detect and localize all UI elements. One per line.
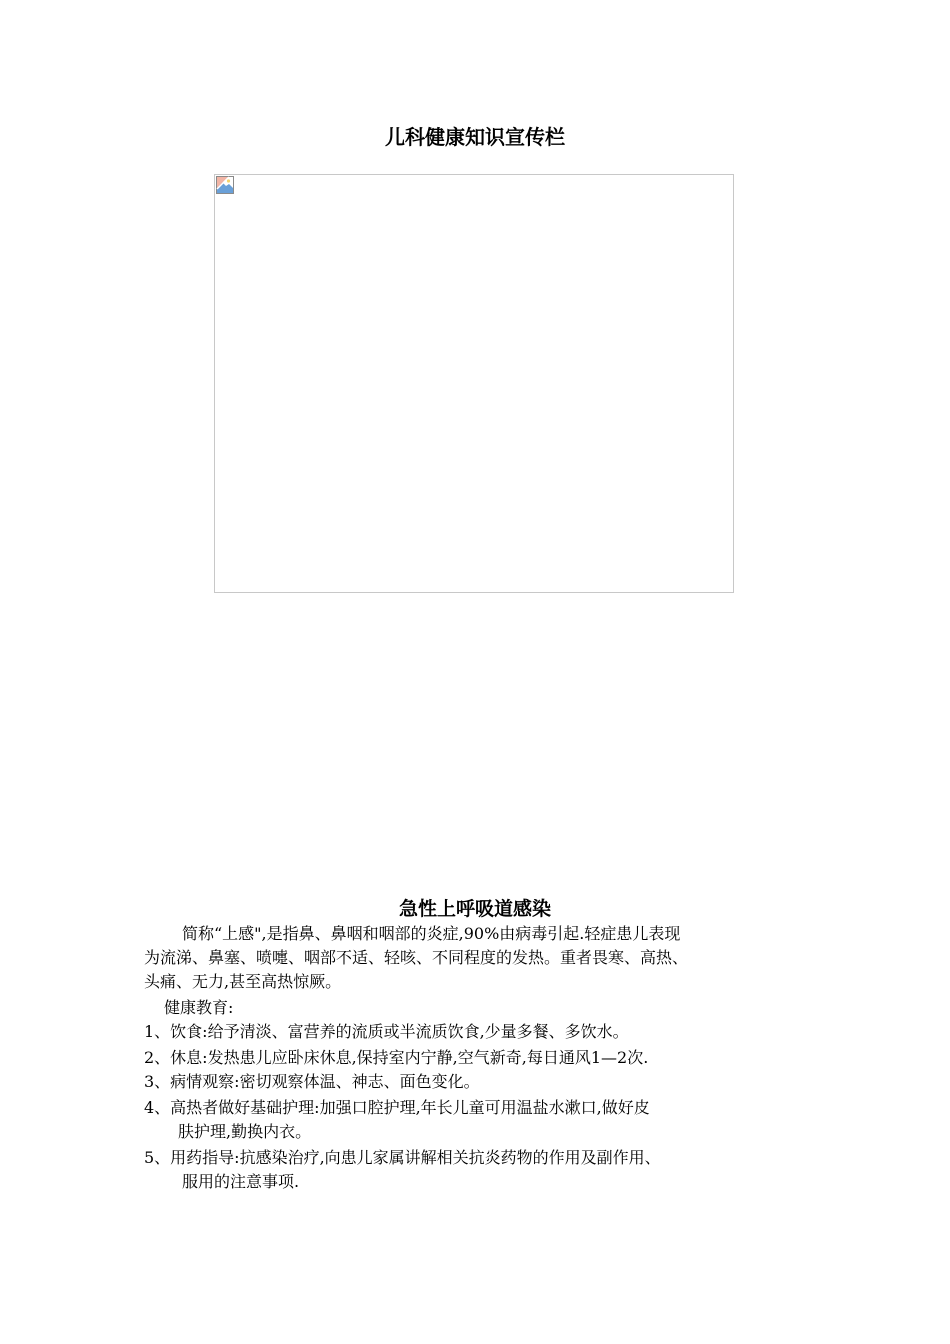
list-item: 5、用药指导:抗感染治疗,向患儿家属讲解相关抗炎药物的作用及副作用、 xyxy=(144,1148,661,1167)
page-title: 儿科健康知识宣传栏 xyxy=(385,125,565,149)
list-item: 1、饮食:给予清淡、富营养的流质或半流质饮食,少量多餐、多饮水。 xyxy=(144,1022,629,1041)
image-placeholder xyxy=(214,174,734,593)
broken-image-icon xyxy=(216,176,234,194)
intro-line: 为流涕、鼻塞、喷嚏、咽部不适、轻咳、不同程度的发热。重者畏寒、高热、 xyxy=(144,948,689,967)
list-item: 2、休息:发热患儿应卧床休息,保持室内宁静,空气新奇,每日通风1—2次. xyxy=(144,1048,649,1067)
section-title: 急性上呼吸道感染 xyxy=(398,898,551,920)
intro-line: 简称“上感",是指鼻、鼻咽和咽部的炎症,90%由病毒引起.轻症患儿表现 xyxy=(182,924,681,943)
list-item: 4、高热者做好基础护理:加强口腔护理,年长儿童可用温盐水漱口,做好皮 xyxy=(144,1098,650,1117)
list-item-continuation: 服用的注意事项. xyxy=(182,1172,300,1191)
list-item-continuation: 肤护理,勤换内衣。 xyxy=(178,1122,312,1141)
list-item: 3、病情观察:密切观察体温、神志、面色变化。 xyxy=(144,1072,480,1091)
education-heading: 健康教育: xyxy=(164,998,234,1017)
intro-line: 头痛、无力,甚至高热惊厥。 xyxy=(144,972,342,991)
